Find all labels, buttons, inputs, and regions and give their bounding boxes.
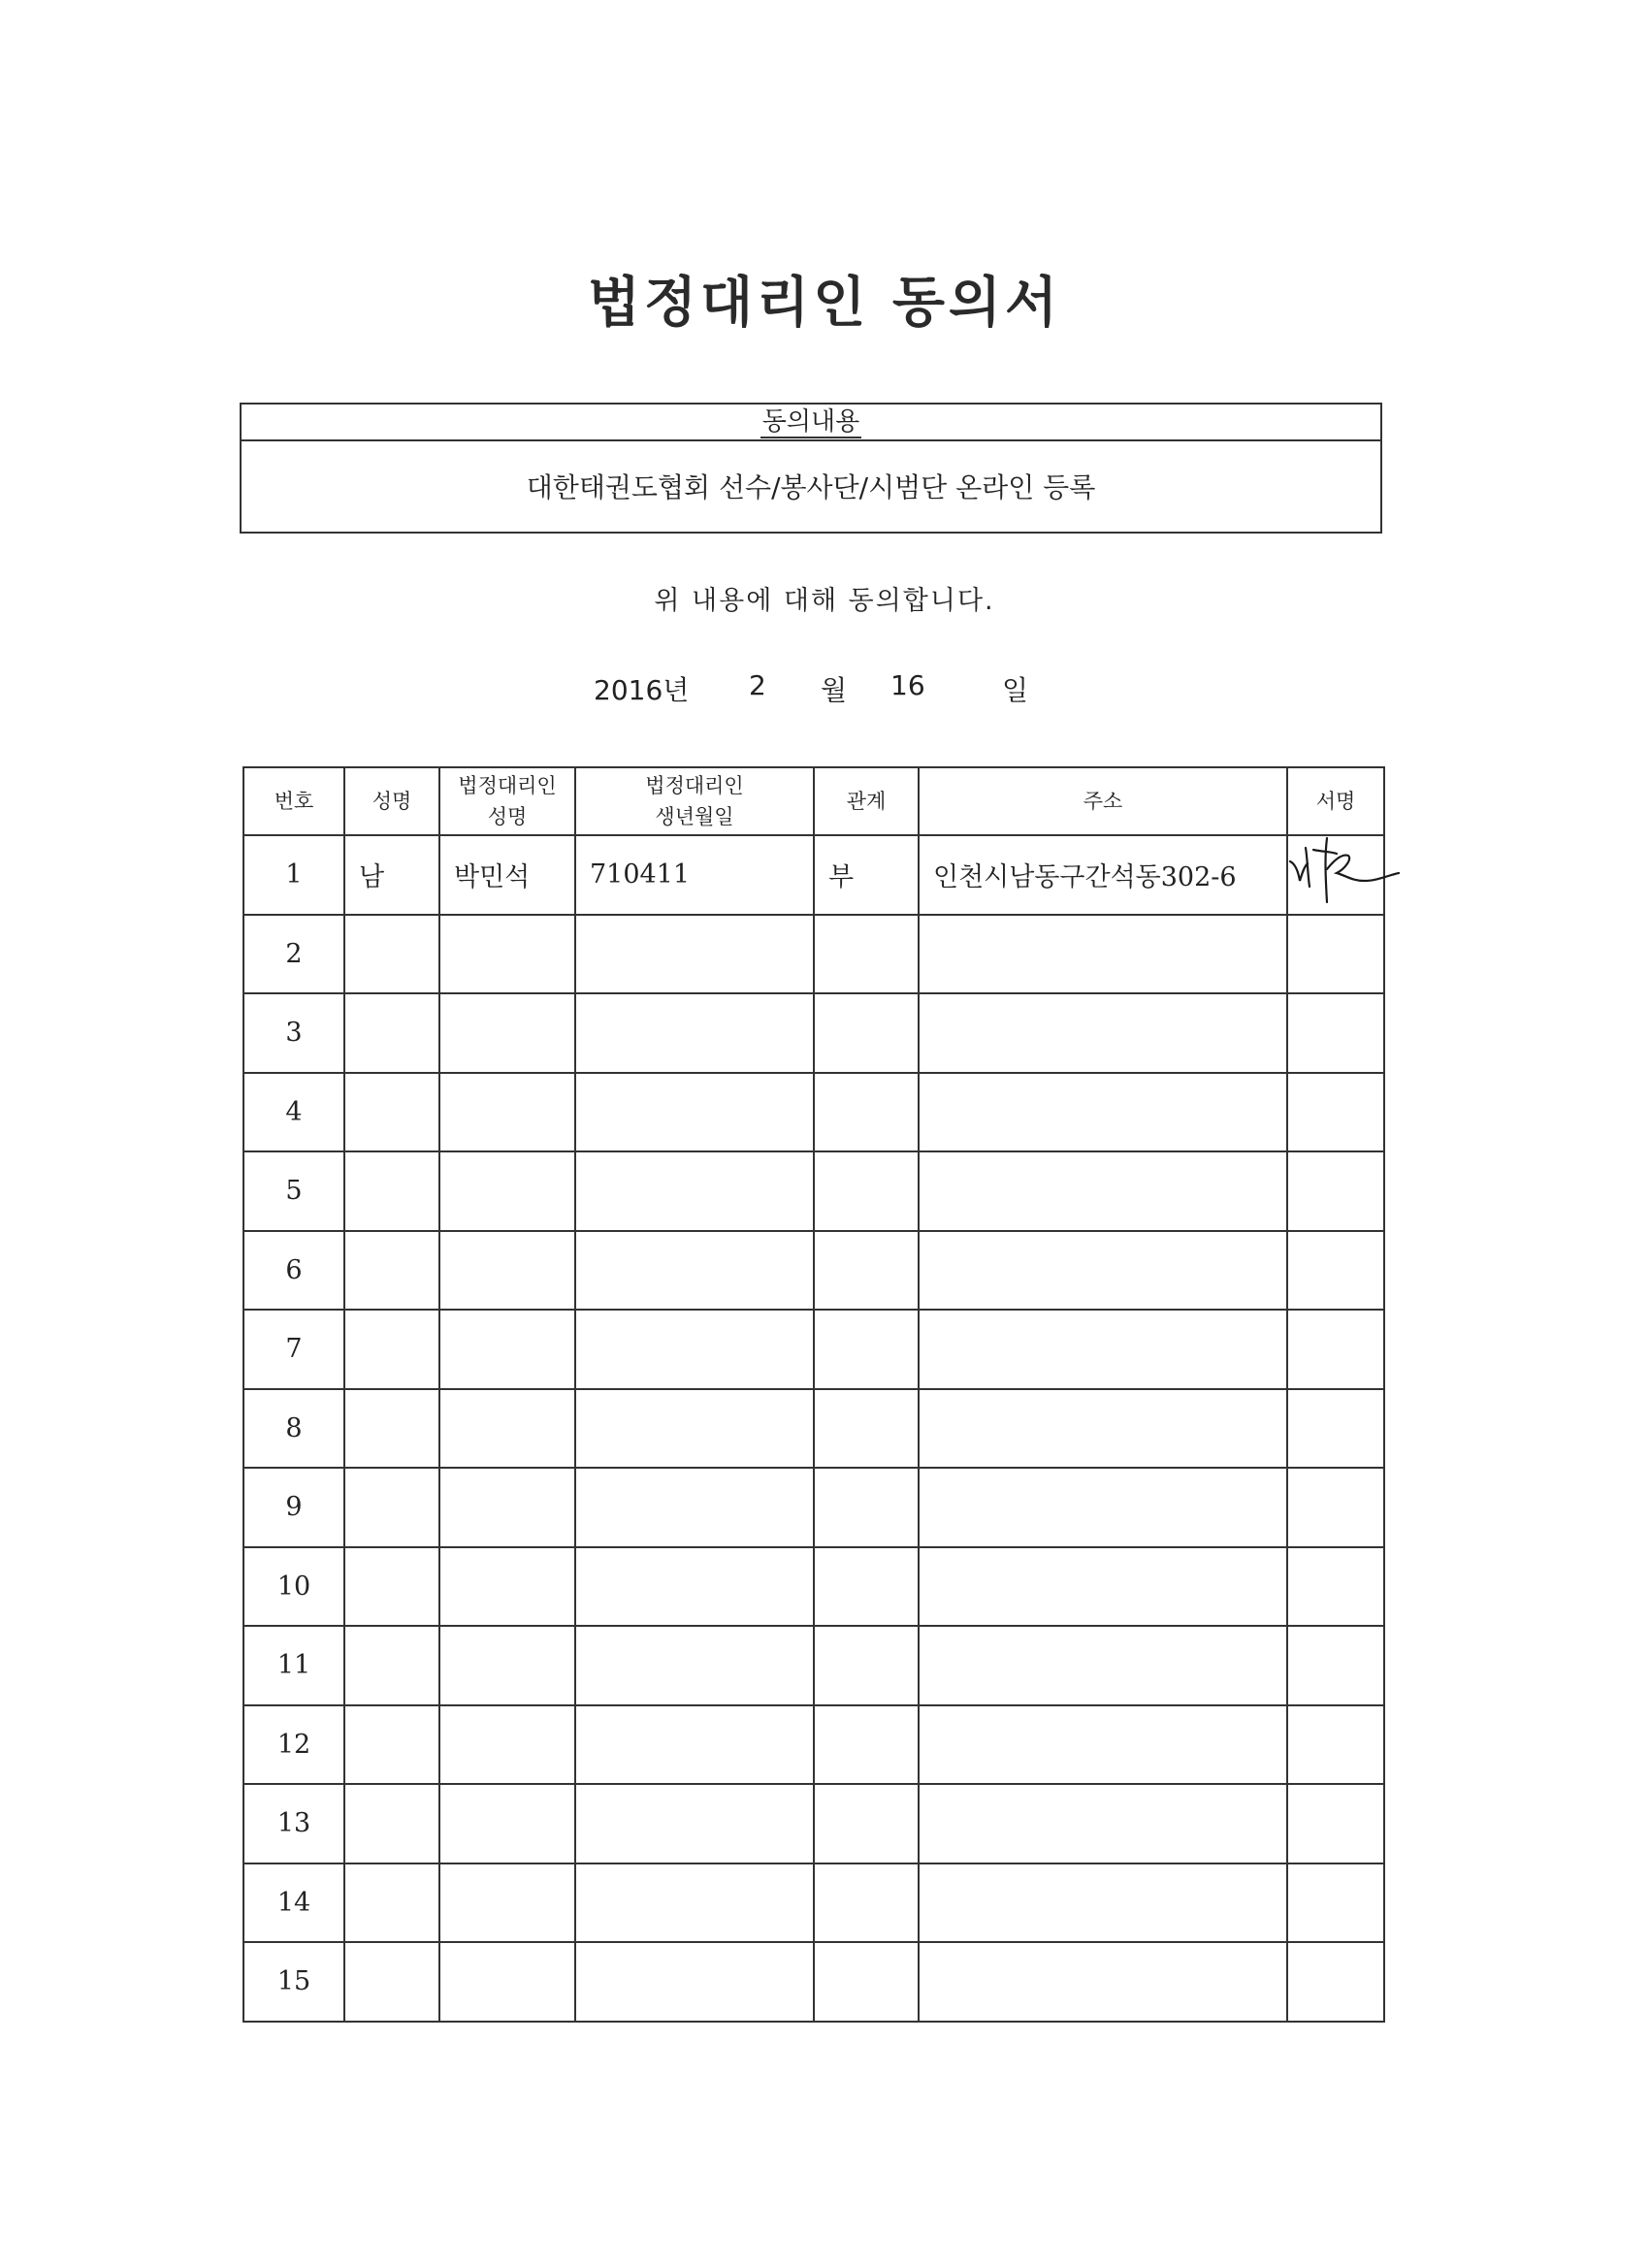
table-row [243,1705,1384,1785]
cell-name [344,1389,439,1469]
cell-number: 7 [243,1310,344,1389]
cell-number: 14 [243,1863,344,1943]
cell-guardian-birth [575,915,814,994]
cell-relation [814,1073,919,1152]
cell-signature [1287,1231,1384,1311]
cell-number: 9 [243,1468,344,1547]
consent-content-body: 대한태권도협회 선수/봉사단/시범단 온라인 등록 [526,471,1096,503]
table-row [243,915,1384,994]
cell-signature [1287,1547,1384,1627]
cell-number: 3 [243,993,344,1073]
cell-guardian-name [439,1863,575,1943]
cell-guardian-name [439,1705,575,1785]
consent-content-header [242,405,1380,441]
table-row [243,1942,1384,2022]
header-signature: 서명 [1287,767,1384,835]
guardian-consent-table [242,766,1385,2023]
cell-signature [1287,1073,1384,1152]
header-address: 주소 [919,767,1287,835]
cell-number: 4 [243,1073,344,1152]
table-row [243,1626,1384,1705]
cell-name [344,1231,439,1311]
cell-relation [814,1231,919,1311]
signature-stroke [1306,848,1310,887]
cell-relation [814,1942,919,2022]
cell-guardian-birth [575,1705,814,1785]
header-guardian-name [439,767,575,835]
cell-guardian-birth [575,1863,814,1943]
cell-address [919,1784,1287,1863]
cell-guardian-birth [575,1784,814,1863]
cell-relation [814,915,919,994]
cell-guardian-birth [575,1468,814,1547]
cell-signature [1287,1626,1384,1705]
cell-address [919,915,1287,994]
cell-relation: 부 [814,835,919,915]
cell-guardian-name [439,915,575,994]
cell-name [344,1547,439,1627]
handwritten-signature [1284,830,1401,927]
cell-address [919,1468,1287,1547]
cell-guardian-birth [575,1547,814,1627]
consent-content-box [240,403,1382,534]
cell-number: 12 [243,1705,344,1785]
cell-signature [1287,1705,1384,1785]
cell-signature [1287,1151,1384,1231]
cell-name [344,1468,439,1547]
cell-guardian-name [439,1231,575,1311]
cell-relation [814,1863,919,1943]
cell-guardian-name [439,1389,575,1469]
table-row [243,993,1384,1073]
cell-guardian-name [439,1942,575,2022]
cell-name: 남 [344,835,439,915]
header-guardian-birth-line2: 생년월일 [655,805,734,828]
table-row [243,1073,1384,1152]
cell-number: 6 [243,1231,344,1311]
cell-signature [1287,1784,1384,1863]
cell-guardian-name [439,993,575,1073]
cell-address [919,1705,1287,1785]
header-relation: 관계 [814,767,919,835]
table-row [243,1231,1384,1311]
date-year: 2016년 [594,674,690,706]
cell-guardian-birth [575,1231,814,1311]
header-number: 번호 [243,767,344,835]
cell-name [344,1942,439,2022]
cell-name [344,1310,439,1389]
table-row [243,1863,1384,1943]
cell-name [344,1626,439,1705]
cell-name [344,1863,439,1943]
cell-address [919,1151,1287,1231]
cell-address: 인천시남동구간석동302-6 [919,835,1287,915]
cell-name [344,915,439,994]
header-guardian-name-line1: 법정대리인 [458,774,557,797]
date-day-label: 일 [1002,674,1029,706]
cell-guardian-name [439,1626,575,1705]
signature-stroke [1327,856,1399,881]
table-row [243,1547,1384,1627]
cell-guardian-name [439,1784,575,1863]
cell-relation [814,1151,919,1231]
cell-guardian-birth [575,1389,814,1469]
table-row [243,1784,1384,1863]
cell-guardian-birth [575,1626,814,1705]
cell-signature [1287,835,1384,915]
cell-address [919,993,1287,1073]
cell-relation [814,993,919,1073]
document-title: 법정대리인 동의서 [587,272,1062,335]
cell-number: 11 [243,1626,344,1705]
cell-address [919,1863,1287,1943]
cell-relation [814,1310,919,1389]
cell-number: 2 [243,915,344,994]
cell-guardian-birth [575,1310,814,1389]
cell-guardian-name [439,1547,575,1627]
cell-guardian-birth [575,1073,814,1152]
cell-number: 1 [243,835,344,915]
cell-guardian-birth [575,1942,814,2022]
cell-guardian-birth [575,993,814,1073]
table-row [243,1389,1384,1469]
cell-name [344,1151,439,1231]
date-month-value: 2 [749,669,766,701]
cell-name [344,993,439,1073]
cell-number: 5 [243,1151,344,1231]
header-name: 성명 [344,767,439,835]
table-row [243,1468,1384,1547]
cell-guardian-birth: 710411 [575,835,814,915]
table-row [243,1151,1384,1231]
cell-address [919,1073,1287,1152]
cell-relation [814,1784,919,1863]
cell-number: 10 [243,1547,344,1627]
table-header-row [243,767,1384,835]
cell-signature [1287,993,1384,1073]
cell-relation [814,1389,919,1469]
cell-signature [1287,1942,1384,2022]
cell-name [344,1073,439,1152]
table-row [243,835,1384,915]
cell-signature [1287,915,1384,994]
header-guardian-name-line2: 성명 [487,805,528,828]
cell-signature [1287,1863,1384,1943]
cell-number: 15 [243,1942,344,2022]
cell-guardian-name [439,1310,575,1389]
date-day-value: 16 [890,669,925,701]
cell-address [919,1310,1287,1389]
cell-relation [814,1468,919,1547]
date-month-label: 월 [821,674,848,706]
cell-guardian-name [439,1468,575,1547]
cell-number: 13 [243,1784,344,1863]
cell-guardian-name [439,1073,575,1152]
cell-guardian-birth [575,1151,814,1231]
header-guardian-birth [575,767,814,835]
cell-address [919,1389,1287,1469]
cell-address [919,1626,1287,1705]
cell-address [919,1942,1287,2022]
table-row [243,1310,1384,1389]
cell-number: 8 [243,1389,344,1469]
cell-address [919,1231,1287,1311]
cell-relation [814,1626,919,1705]
agree-statement: 위 내용에 대해 동의합니다. [654,586,995,616]
cell-signature [1287,1468,1384,1547]
cell-address [919,1547,1287,1627]
cell-name [344,1784,439,1863]
cell-guardian-name: 박민석 [439,835,575,915]
header-guardian-birth-line1: 법정대리인 [645,774,744,797]
consent-content-header-label: 동의내용 [761,407,860,437]
cell-relation [814,1547,919,1627]
cell-signature [1287,1310,1384,1389]
signature-stroke [1290,861,1308,881]
cell-relation [814,1705,919,1785]
cell-guardian-name [439,1151,575,1231]
cell-name [344,1705,439,1785]
cell-signature [1287,1389,1384,1469]
